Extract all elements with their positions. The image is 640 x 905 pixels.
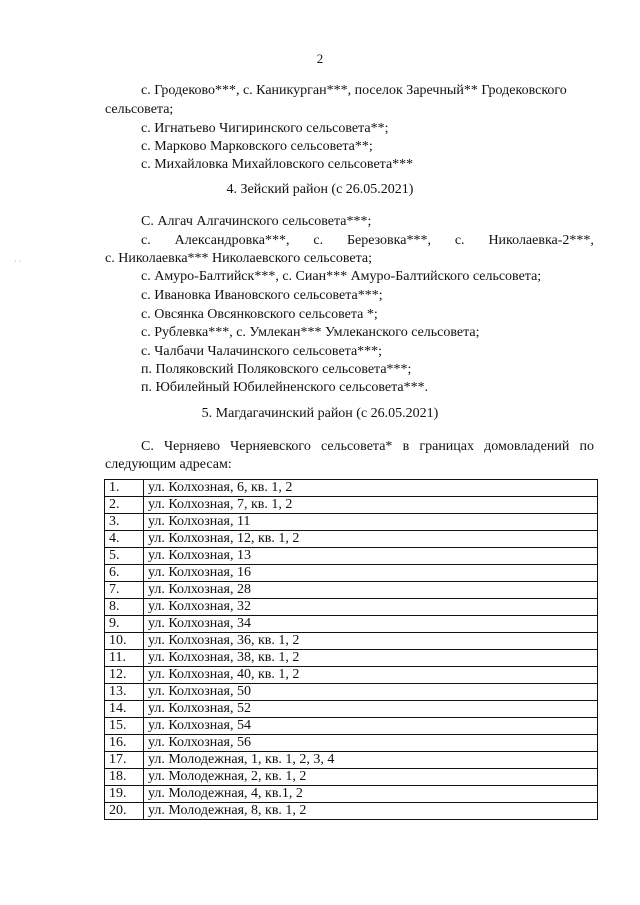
row-address: ул. Колхозная, 16 bbox=[144, 565, 598, 582]
page-number: 2 bbox=[316, 51, 324, 66]
row-address: ул. Молодежная, 2, кв. 1, 2 bbox=[144, 769, 598, 786]
row-number: 14. bbox=[105, 701, 144, 718]
intro-line-3: с. Игнатьево Чигиринского сельсовета**; bbox=[141, 121, 389, 136]
row-number: 5. bbox=[105, 548, 144, 565]
intro-line-2: сельсовета; bbox=[105, 102, 174, 117]
word: Николаевка-2***, bbox=[488, 233, 594, 248]
row-address: ул. Колхозная, 56 bbox=[144, 735, 598, 752]
intro-line-5: с. Михайловка Михайловского сельсовета*** bbox=[141, 157, 414, 172]
table-row bbox=[105, 803, 598, 820]
word: Черняево bbox=[164, 439, 220, 454]
intro-line-1: с. Гродеково***, с. Каникурган***, поселок Заречный** Гродековского bbox=[141, 83, 567, 98]
table-row bbox=[105, 667, 598, 684]
row-number: 20. bbox=[105, 803, 144, 820]
section-4-line-1: С. Алгач Алгачинского сельсовета***; bbox=[141, 214, 372, 229]
row-number: 2. bbox=[105, 497, 144, 514]
section-4-item: с. Рублевка***, с. Умлекан*** Умлеканского сельсовета; bbox=[141, 325, 480, 340]
row-address: ул. Колхозная, 50 bbox=[144, 684, 598, 701]
row-number: 12. bbox=[105, 667, 144, 684]
row-address: ул. Колхозная, 52 bbox=[144, 701, 598, 718]
section-5-intro-line-1 bbox=[141, 438, 594, 456]
row-address: ул. Колхозная, 11 bbox=[144, 514, 598, 531]
row-number: 6. bbox=[105, 565, 144, 582]
word: в bbox=[402, 439, 410, 454]
section-4-item: п. Юбилейный Юбилейненского сельсовета***. bbox=[141, 380, 429, 395]
section-4-item: с. Амуро-Балтийск***, с. Сиан*** Амуро-Балтийского сельсовета; bbox=[141, 269, 542, 284]
row-address: ул. Колхозная, 13 bbox=[144, 548, 598, 565]
word: с. bbox=[141, 233, 151, 248]
row-number: 15. bbox=[105, 718, 144, 735]
word: Березовка***, bbox=[346, 233, 431, 248]
section-4-item: с. Овсянка Овсянковского сельсовета *; bbox=[141, 307, 378, 322]
word: с. bbox=[454, 233, 465, 248]
section-5-intro-line-2: следующим адресам: bbox=[105, 457, 232, 472]
row-address: ул. Колхозная, 36, кв. 1, 2 bbox=[144, 633, 598, 650]
table-row bbox=[105, 701, 598, 718]
table-row bbox=[105, 480, 598, 497]
section-4-line-2 bbox=[141, 232, 594, 250]
row-address: ул. Колхозная, 6, кв. 1, 2 bbox=[144, 480, 598, 497]
table-row bbox=[105, 786, 598, 803]
row-address: ул. Колхозная, 38, кв. 1, 2 bbox=[144, 650, 598, 667]
word: сельсовета* bbox=[320, 439, 393, 454]
word: с. bbox=[313, 233, 324, 248]
row-number: 11. bbox=[105, 650, 144, 667]
row-number: 19. bbox=[105, 786, 144, 803]
row-address: ул. Колхозная, 34 bbox=[144, 616, 598, 633]
row-number: 4. bbox=[105, 531, 144, 548]
word: по bbox=[579, 439, 594, 454]
table-row bbox=[105, 769, 598, 786]
table-row bbox=[105, 565, 598, 582]
row-address: ул. Колхозная, 54 bbox=[144, 718, 598, 735]
word: домовладений bbox=[484, 439, 570, 454]
row-address: ул. Колхозная, 12, кв. 1, 2 bbox=[144, 531, 598, 548]
section-4-item: п. Поляковский Поляковского сельсовета***; bbox=[141, 362, 412, 377]
table-row bbox=[105, 684, 598, 701]
row-number: 7. bbox=[105, 582, 144, 599]
section-4-line-3: с. Николаевка*** Николаевского сельсовета; bbox=[105, 251, 373, 266]
row-number: 16. bbox=[105, 735, 144, 752]
section-4-item: с. Ивановка Ивановского сельсовета***; bbox=[141, 288, 383, 303]
row-number: 1. bbox=[105, 480, 144, 497]
row-number: 9. bbox=[105, 616, 144, 633]
table-row bbox=[105, 514, 598, 531]
table-row bbox=[105, 599, 598, 616]
row-address: ул. Колхозная, 32 bbox=[144, 599, 598, 616]
table-row bbox=[105, 548, 598, 565]
table-row bbox=[105, 616, 598, 633]
section-4-heading: 4. Зейский район (с 26.05.2021) bbox=[226, 182, 414, 197]
row-number: 18. bbox=[105, 769, 144, 786]
table-row bbox=[105, 752, 598, 769]
table-row bbox=[105, 497, 598, 514]
row-address: ул. Молодежная, 1, кв. 1, 2, 3, 4 bbox=[144, 752, 598, 769]
address-table bbox=[104, 479, 598, 820]
row-number: 17. bbox=[105, 752, 144, 769]
intro-line-4: с. Марково Марковского сельсовета**; bbox=[141, 139, 373, 154]
row-address: ул. Молодежная, 8, кв. 1, 2 bbox=[144, 803, 598, 820]
row-address: ул. Колхозная, 40, кв. 1, 2 bbox=[144, 667, 598, 684]
row-address: ул. Молодежная, 4, кв.1, 2 bbox=[144, 786, 598, 803]
row-number: 8. bbox=[105, 599, 144, 616]
row-address: ул. Колхозная, 28 bbox=[144, 582, 598, 599]
row-number: 10. bbox=[105, 633, 144, 650]
row-number: 13. bbox=[105, 684, 144, 701]
address-table-body bbox=[105, 480, 598, 820]
section-5-heading: 5. Магдагачинский район (с 26.05.2021) bbox=[201, 406, 439, 421]
scan-speck: · · bbox=[14, 257, 22, 266]
table-row bbox=[105, 718, 598, 735]
word: Александровка***, bbox=[174, 233, 290, 248]
table-row bbox=[105, 633, 598, 650]
table-row bbox=[105, 650, 598, 667]
word: С. bbox=[141, 439, 154, 454]
table-row bbox=[105, 735, 598, 752]
section-4-item: с. Чалбачи Чалачинского сельсовета***; bbox=[141, 344, 383, 359]
table-row bbox=[105, 531, 598, 548]
word: границах bbox=[419, 439, 475, 454]
row-number: 3. bbox=[105, 514, 144, 531]
table-row bbox=[105, 582, 598, 599]
row-address: ул. Колхозная, 7, кв. 1, 2 bbox=[144, 497, 598, 514]
word: Черняевского bbox=[230, 439, 311, 454]
